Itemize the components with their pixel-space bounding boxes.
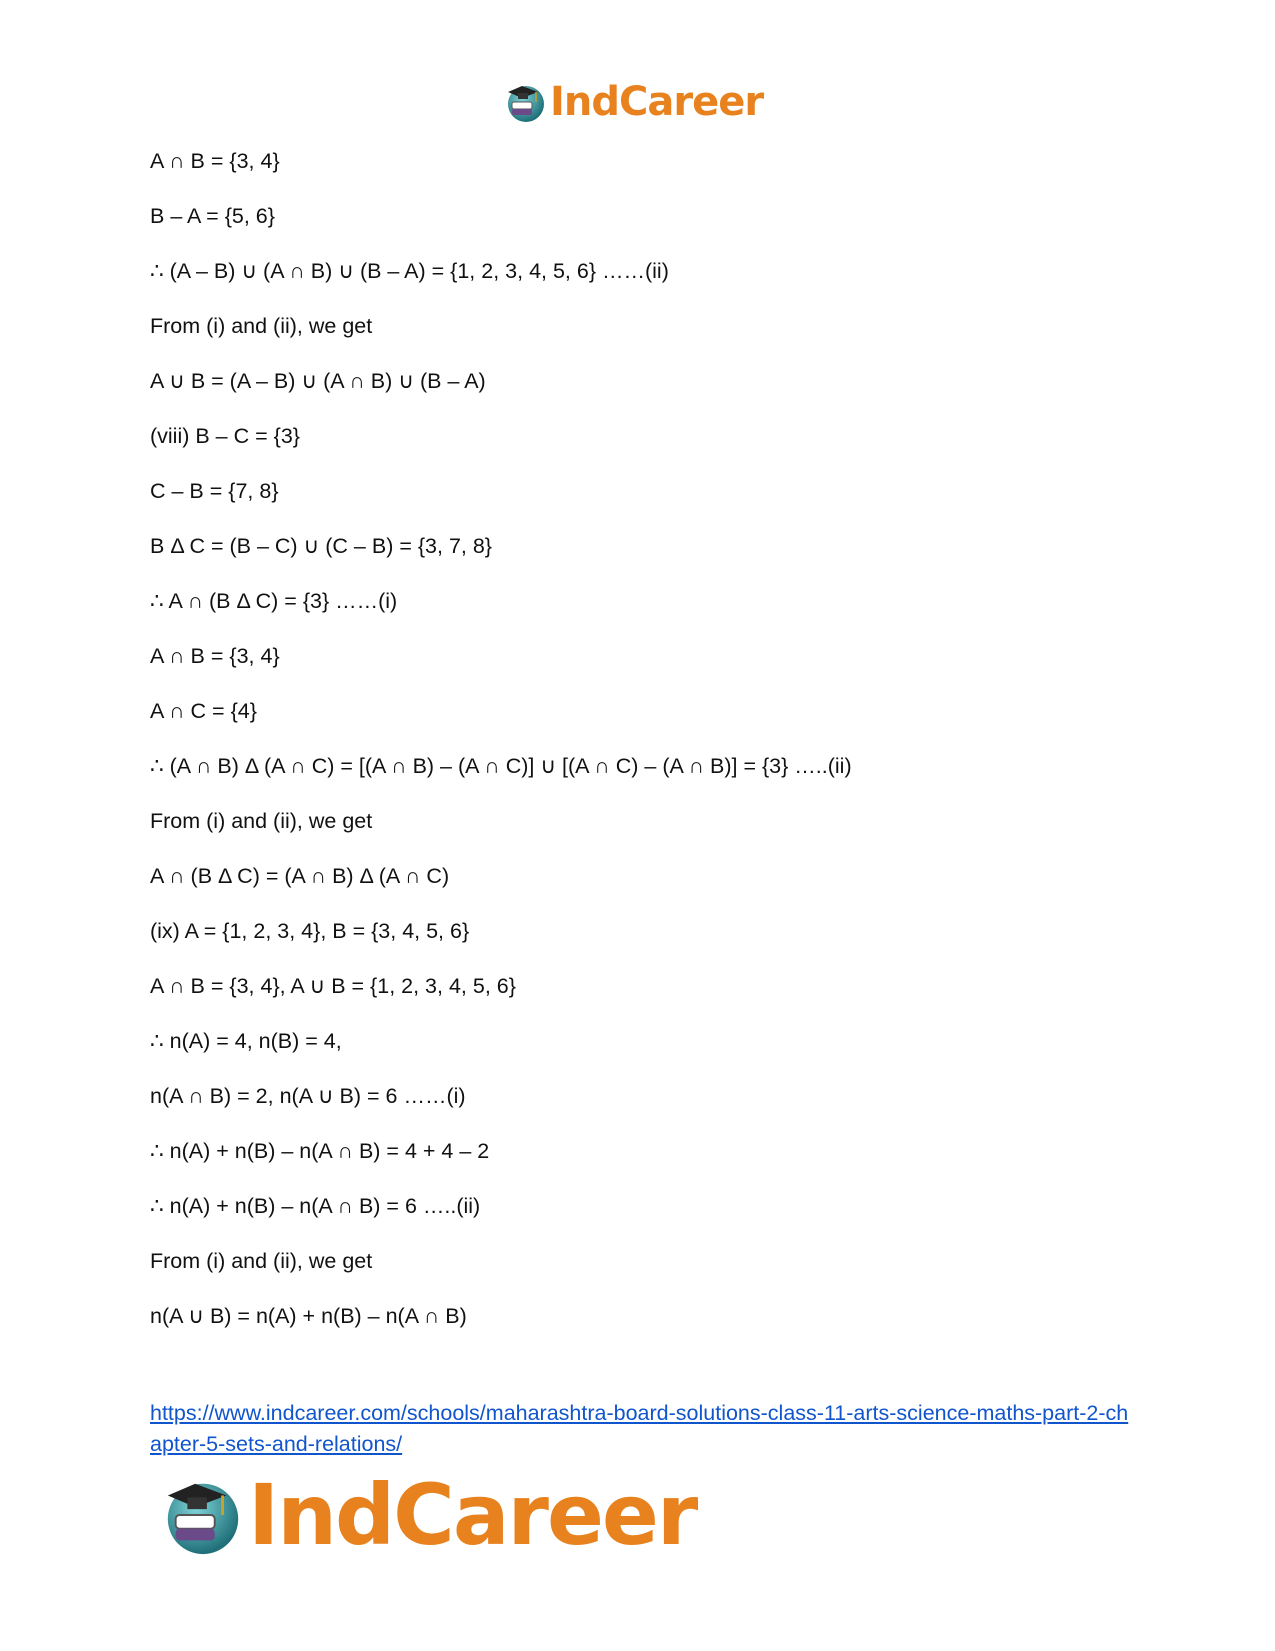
- text-line: From (i) and (ii), we get: [150, 1249, 373, 1273]
- graduation-cap-globe-icon: [504, 80, 548, 124]
- text-line: ∴ A ∩ (B Δ C) = {3} ……(i): [150, 589, 398, 613]
- text-line: A ∩ (B Δ C) = (A ∩ B) Δ (A ∩ C): [150, 864, 450, 888]
- logo-text: IndCareer: [550, 79, 764, 125]
- logo-text: IndCareer: [248, 1466, 697, 1564]
- text-line: B – A = {5, 6}: [150, 204, 275, 228]
- text-line: n(A ∪ B) = n(A) + n(B) – n(A ∩ B): [150, 1304, 467, 1328]
- graduation-cap-globe-icon: [160, 1472, 246, 1558]
- text-line: (viii) B – C = {3}: [150, 424, 300, 448]
- footer-logo: [160, 1466, 697, 1564]
- text-line: From (i) and (ii), we get: [150, 314, 373, 338]
- text-line: A ∩ C = {4}: [150, 699, 257, 723]
- text-line: A ∩ B = {3, 4}: [150, 644, 280, 668]
- text-line: A ∩ B = {3, 4}: [150, 149, 280, 173]
- solution-content: [150, 146, 1150, 1356]
- text-line: A ∩ B = {3, 4}, A ∪ B = {1, 2, 3, 4, 5, 6}: [150, 974, 516, 998]
- text-line: ∴ (A – B) ∪ (A ∩ B) ∪ (B – A) = {1, 2, 3, 4, 5, 6} ……(ii): [150, 259, 669, 283]
- text-line: From (i) and (ii), we get: [150, 809, 373, 833]
- header-logo: [504, 80, 763, 124]
- text-line: ∴ n(A) + n(B) – n(A ∩ B) = 6 …..(ii): [150, 1194, 481, 1218]
- source-link[interactable]: https://www.indcareer.com/schools/maharashtra-board-solutions-class-11-arts-science-maths-part-2-chapter-5-sets-and-relations/: [150, 1401, 1129, 1456]
- text-line: ∴ n(A) + n(B) – n(A ∩ B) = 4 + 4 – 2: [150, 1139, 490, 1163]
- text-line: n(A ∩ B) = 2, n(A ∪ B) = 6 ……(i): [150, 1084, 466, 1108]
- text-line: B Δ C = (B – C) ∪ (C – B) = {3, 7, 8}: [150, 534, 492, 558]
- text-line: A ∪ B = (A – B) ∪ (A ∩ B) ∪ (B – A): [150, 369, 486, 393]
- text-line: C – B = {7, 8}: [150, 479, 279, 503]
- text-line: (ix) A = {1, 2, 3, 4}, B = {3, 4, 5, 6}: [150, 919, 470, 943]
- text-line: ∴ (A ∩ B) Δ (A ∩ C) = [(A ∩ B) – (A ∩ C)] ∪ [(A ∩ C) – (A ∩ B)] = {3} …..(ii): [150, 754, 852, 778]
- text-line: ∴ n(A) = 4, n(B) = 4,: [150, 1029, 342, 1053]
